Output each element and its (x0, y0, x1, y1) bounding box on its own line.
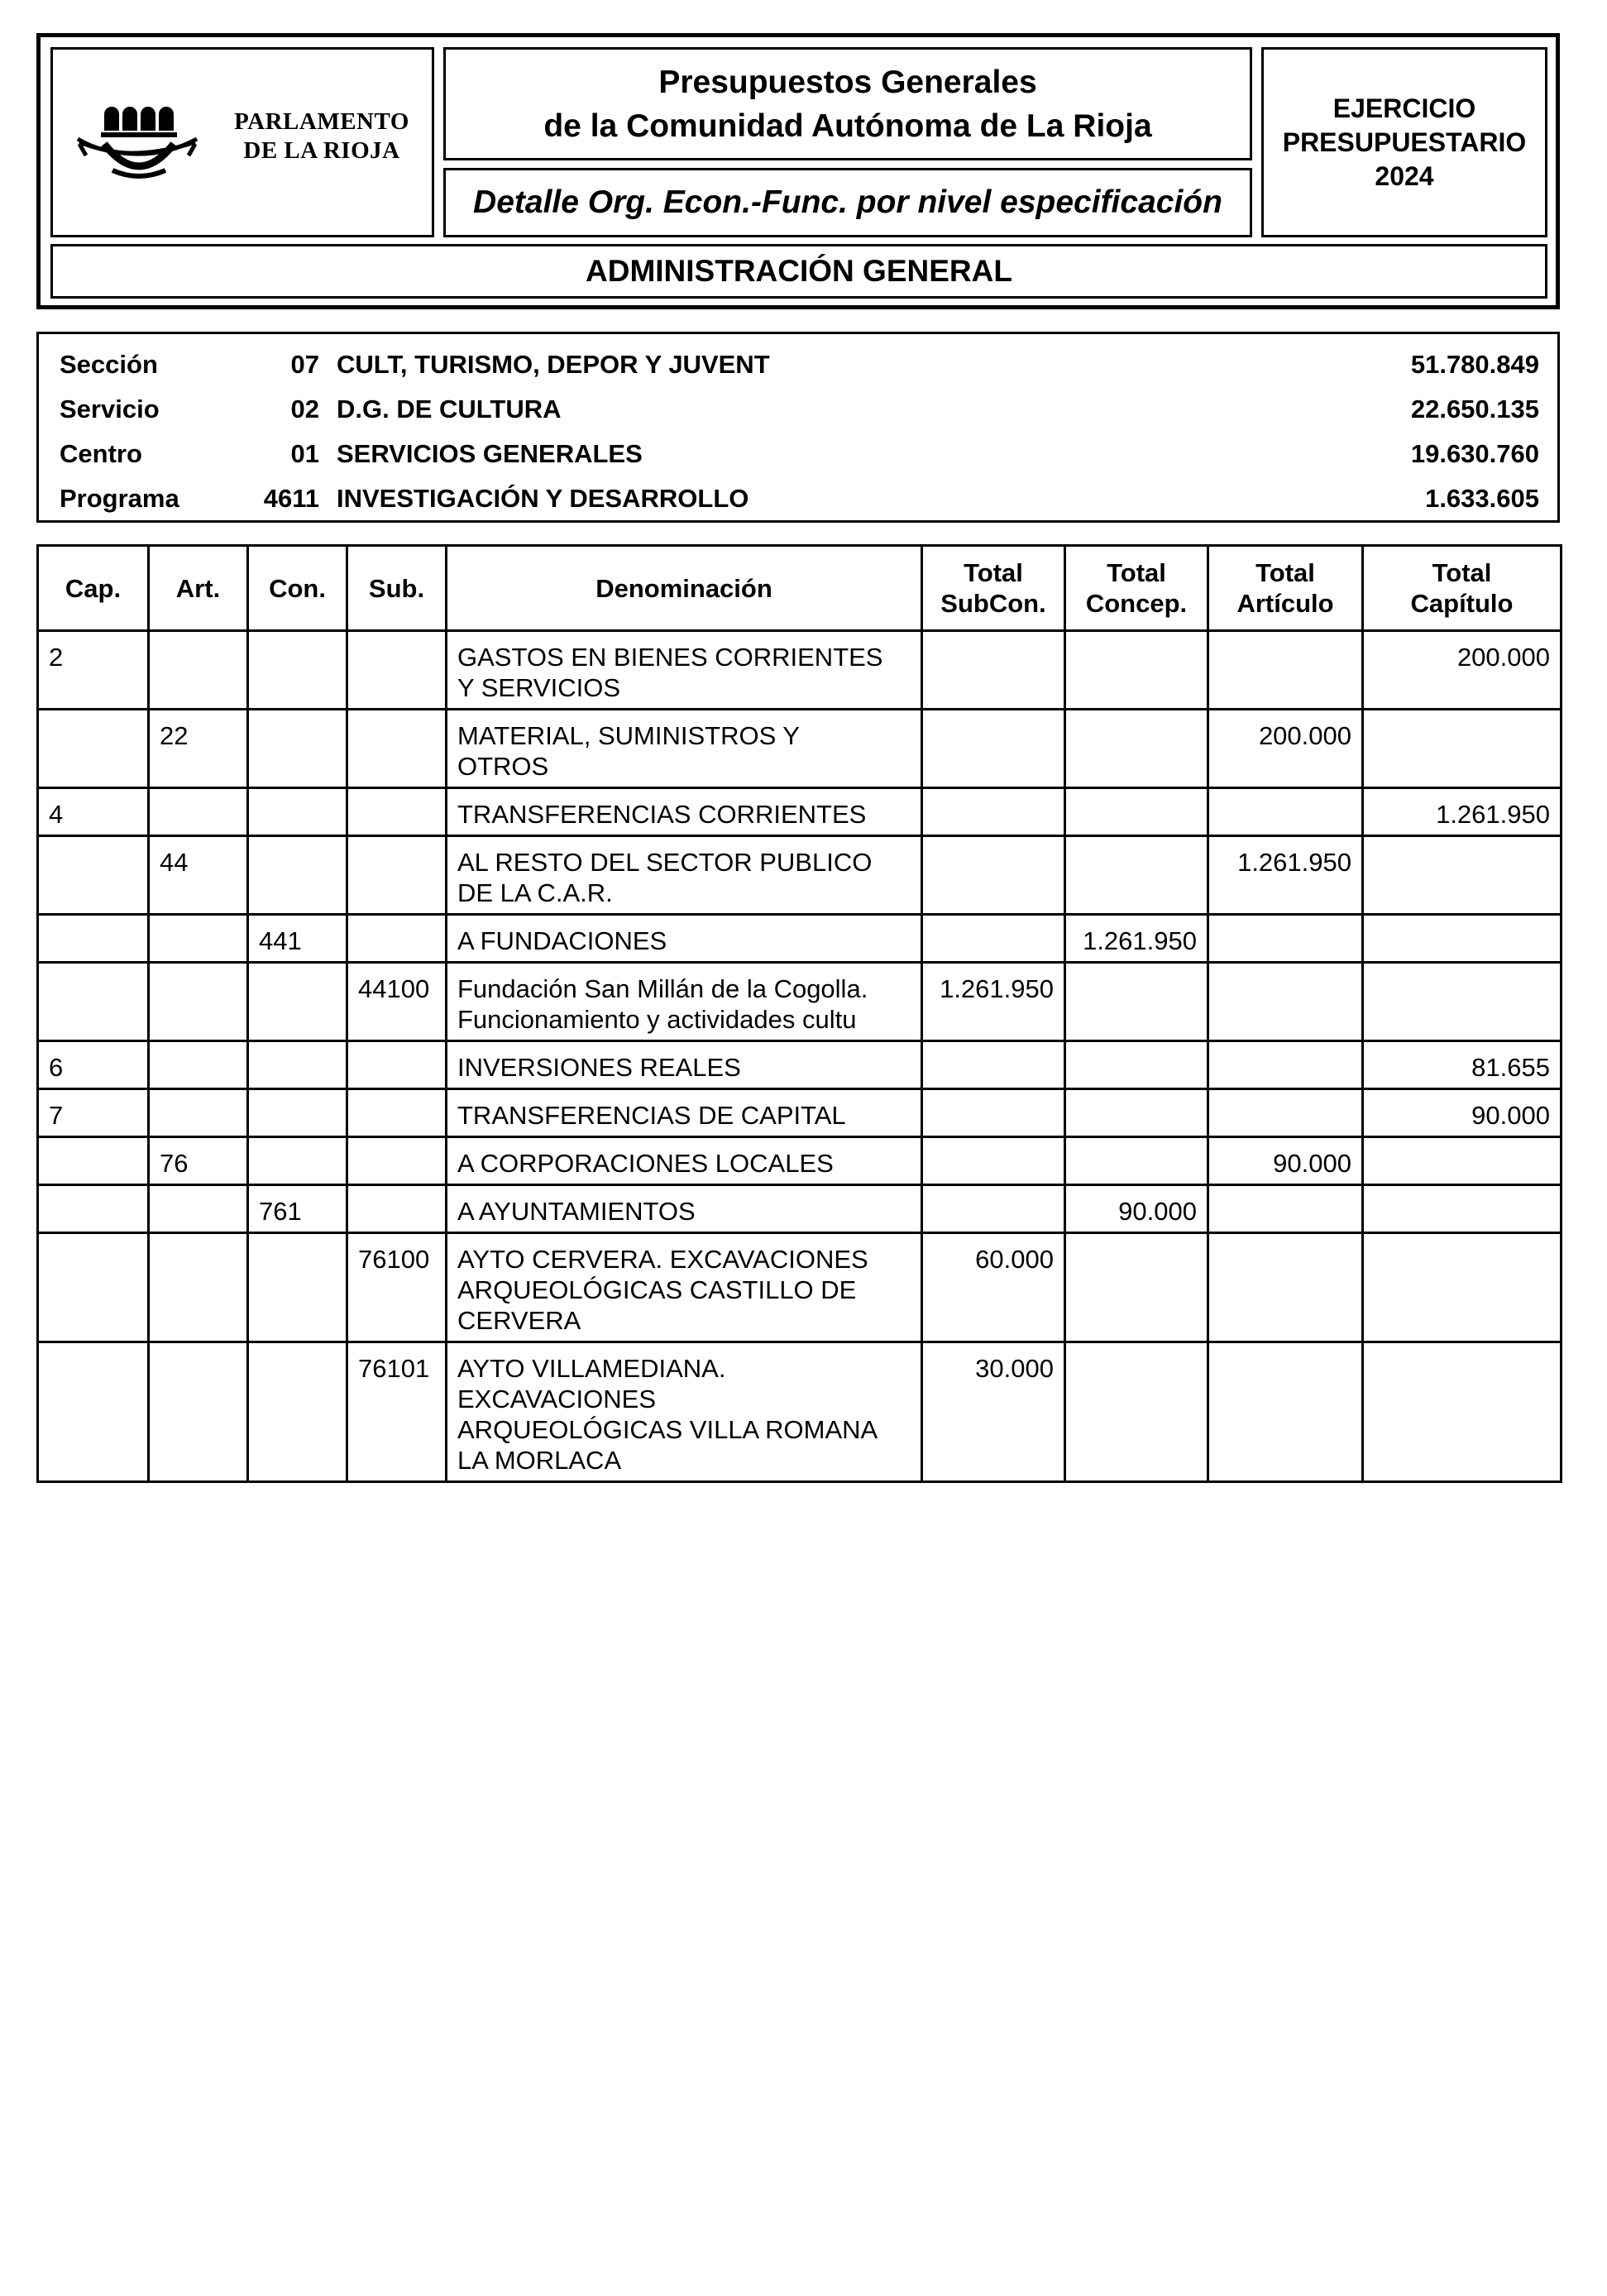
cell-art (149, 1041, 248, 1089)
cell-art (149, 1233, 248, 1342)
table-body (38, 631, 1562, 1482)
logo-wordmark (218, 108, 425, 165)
org-amount: 1.633.605 (1425, 484, 1539, 513)
cell-total-articulo (1208, 788, 1363, 836)
cell-total-capitulo: 90.000 (1363, 1089, 1562, 1137)
cell-sub (347, 1185, 447, 1233)
col-total-concep (1065, 546, 1208, 631)
cell-total-subcon (922, 1089, 1065, 1137)
col-sub: Sub. (347, 546, 447, 631)
denominacion-line: ARQUEOLÓGICAS VILLA ROMANA (457, 1415, 878, 1444)
org-label: Servicio (60, 395, 160, 423)
table-header (38, 546, 1562, 631)
cell-total-capitulo (1363, 1233, 1562, 1342)
cell-total-concep (1065, 1041, 1208, 1089)
denominacion-line: DE LA C.A.R. (457, 878, 613, 907)
cell-denominacion (447, 915, 922, 963)
cell-total-concep (1065, 1233, 1208, 1342)
cell-art (149, 1342, 248, 1482)
org-amount: 51.780.849 (1410, 350, 1539, 379)
header-line: Total (1107, 558, 1166, 587)
col-total-capitulo (1363, 546, 1562, 631)
cell-art (149, 915, 248, 963)
header-line: Total (964, 558, 1023, 587)
cell-total-concep (1065, 631, 1208, 710)
cell-total-concep (1065, 836, 1208, 915)
cell-total-subcon (922, 915, 1065, 963)
cell-art: 44 (149, 836, 248, 915)
cell-art (149, 631, 248, 710)
cell-total-concep (1065, 1137, 1208, 1185)
budget-table (36, 544, 1562, 1483)
ejercicio-line-1: EJERCICIO (1332, 93, 1476, 123)
cell-total-articulo (1208, 963, 1363, 1041)
cell-total-subcon: 30.000 (922, 1342, 1065, 1482)
col-total-articulo (1208, 546, 1363, 631)
table-row (38, 1089, 1562, 1137)
cell-total-concep (1065, 710, 1208, 788)
header-line: Concep. (1085, 589, 1188, 618)
cell-con (248, 788, 347, 836)
cell-con (248, 710, 347, 788)
cell-denominacion (447, 710, 922, 788)
title-line-2: de la Comunidad Autónoma de La Rioja (543, 108, 1152, 144)
subtitle-box (443, 168, 1252, 237)
cell-sub (347, 710, 447, 788)
ejercicio-box (1261, 47, 1547, 237)
denominacion-line: EXCAVACIONES (457, 1385, 657, 1413)
cell-total-articulo (1208, 1089, 1363, 1137)
cell-sub (347, 788, 447, 836)
cell-total-concep: 1.261.950 (1065, 915, 1208, 963)
denominacion-line: A FUNDACIONES (457, 926, 667, 955)
cell-total-capitulo (1363, 915, 1562, 963)
cell-total-articulo (1208, 915, 1363, 963)
cell-cap (38, 963, 149, 1041)
admin-title: ADMINISTRACIÓN GENERAL (586, 254, 1012, 288)
cell-total-subcon (922, 1137, 1065, 1185)
denominacion-line: Funcionamiento y actividades cultu (457, 1005, 857, 1034)
ejercicio-line-2: PRESUPUESTARIO (1282, 127, 1527, 157)
table-row (38, 915, 1562, 963)
col-art: Art. (149, 546, 248, 631)
cell-total-articulo (1208, 1041, 1363, 1089)
cell-con: 761 (248, 1185, 347, 1233)
org-name: INVESTIGACIÓN Y DESARROLLO (337, 484, 749, 513)
cell-denominacion (447, 1137, 922, 1185)
cell-total-articulo: 200.000 (1208, 710, 1363, 788)
table-row (38, 1233, 1562, 1342)
logo-line-2: DE LA RIOJA (243, 137, 400, 164)
cell-con (248, 1041, 347, 1089)
denominacion-line: A CORPORACIONES LOCALES (457, 1149, 834, 1178)
org-code: 02 (290, 395, 319, 423)
cell-total-subcon (922, 1041, 1065, 1089)
cell-total-subcon (922, 710, 1065, 788)
denominacion-line: LA MORLACA (457, 1446, 622, 1475)
org-row-seccion (39, 342, 1557, 387)
denominacion-line: Y SERVICIOS (457, 673, 620, 702)
table-row (38, 1137, 1562, 1185)
cell-cap: 4 (38, 788, 149, 836)
cell-sub (347, 915, 447, 963)
cell-cap (38, 1185, 149, 1233)
cell-total-capitulo: 200.000 (1363, 631, 1562, 710)
cell-total-capitulo: 81.655 (1363, 1041, 1562, 1089)
org-code: 01 (290, 439, 319, 468)
cell-cap (38, 710, 149, 788)
cell-cap (38, 1137, 149, 1185)
cell-total-capitulo (1363, 1342, 1562, 1482)
cell-con (248, 963, 347, 1041)
org-label: Sección (60, 350, 158, 379)
cell-total-articulo (1208, 631, 1363, 710)
denominacion-line: GASTOS EN BIENES CORRIENTES (457, 643, 883, 672)
cell-total-concep (1065, 963, 1208, 1041)
cell-sub (347, 1089, 447, 1137)
cell-art (149, 1089, 248, 1137)
cell-cap: 2 (38, 631, 149, 710)
table-row (38, 1342, 1562, 1482)
org-name: SERVICIOS GENERALES (337, 439, 643, 468)
cell-sub (347, 1041, 447, 1089)
admin-box (50, 244, 1547, 299)
cell-total-capitulo (1363, 1137, 1562, 1185)
title-line-1: Presupuestos Generales (658, 64, 1037, 100)
cell-cap (38, 915, 149, 963)
header-line: Total (1255, 558, 1315, 587)
col-denominacion: Denominación (447, 546, 922, 631)
cell-total-articulo: 1.261.950 (1208, 836, 1363, 915)
header-line: Total (1432, 558, 1492, 587)
org-name: D.G. DE CULTURA (337, 395, 562, 423)
denominacion-line: AYTO VILLAMEDIANA. (457, 1354, 726, 1383)
table-row (38, 963, 1562, 1041)
ejercicio-year: 2024 (1375, 160, 1434, 191)
cell-con (248, 1137, 347, 1185)
org-summary (36, 332, 1560, 523)
logo-box (50, 47, 434, 237)
table-row (38, 836, 1562, 915)
cell-total-articulo (1208, 1342, 1363, 1482)
org-label: Programa (60, 484, 179, 513)
org-row-centro (39, 432, 1557, 476)
denominacion-line: ARQUEOLÓGICAS CASTILLO DE (457, 1275, 857, 1304)
col-total-subcon (922, 546, 1065, 631)
cell-total-subcon: 60.000 (922, 1233, 1065, 1342)
cell-art: 76 (149, 1137, 248, 1185)
denominacion-line: A AYUNTAMIENTOS (457, 1197, 696, 1226)
cell-total-capitulo (1363, 963, 1562, 1041)
org-amount: 22.650.135 (1410, 395, 1539, 423)
cell-total-concep (1065, 788, 1208, 836)
cell-cap: 7 (38, 1089, 149, 1137)
denominacion-line: TRANSFERENCIAS DE CAPITAL (457, 1101, 846, 1130)
cell-cap (38, 1233, 149, 1342)
table-row (38, 788, 1562, 836)
cell-denominacion (447, 1089, 922, 1137)
cell-total-subcon (922, 1185, 1065, 1233)
cell-total-articulo: 90.000 (1208, 1137, 1363, 1185)
header-line: Artículo (1236, 589, 1334, 618)
cell-denominacion (447, 836, 922, 915)
header-line: SubCon. (940, 589, 1046, 618)
cell-total-subcon (922, 631, 1065, 710)
denominacion-line: AYTO CERVERA. EXCAVACIONES (457, 1245, 868, 1274)
table-row (38, 1185, 1562, 1233)
org-code: 4611 (263, 484, 319, 513)
cell-denominacion (447, 788, 922, 836)
cell-total-concep (1065, 1342, 1208, 1482)
parliament-logo-icon (71, 91, 203, 190)
subtitle: Detalle Org. Econ.-Func. por nivel especificación (473, 184, 1222, 220)
denominacion-line: TRANSFERENCIAS CORRIENTES (457, 800, 867, 829)
header-line: Capítulo (1410, 589, 1514, 618)
cell-denominacion (447, 963, 922, 1041)
cell-sub (347, 1137, 447, 1185)
table-row (38, 631, 1562, 710)
denominacion-line: MATERIAL, SUMINISTROS Y (457, 721, 800, 750)
cell-total-articulo (1208, 1233, 1363, 1342)
cell-con (248, 1089, 347, 1137)
cell-art (149, 1185, 248, 1233)
cell-con: 441 (248, 915, 347, 963)
cell-total-concep (1065, 1089, 1208, 1137)
cell-cap: 6 (38, 1041, 149, 1089)
cell-sub: 76101 (347, 1342, 447, 1482)
denominacion-line: OTROS (457, 752, 549, 781)
org-code: 07 (290, 350, 319, 379)
cell-art (149, 788, 248, 836)
cell-denominacion (447, 1041, 922, 1089)
denominacion-line: AL RESTO DEL SECTOR PUBLICO (457, 848, 873, 877)
title-box (443, 47, 1252, 160)
org-name: CULT, TURISMO, DEPOR Y JUVENT (337, 350, 770, 379)
org-amount: 19.630.760 (1410, 439, 1539, 468)
cell-con (248, 836, 347, 915)
cell-cap (38, 836, 149, 915)
cell-con (248, 1233, 347, 1342)
cell-cap (38, 1342, 149, 1482)
cell-total-concep: 90.000 (1065, 1185, 1208, 1233)
logo-line-1: PARLAMENTO (234, 108, 409, 135)
denominacion-line: CERVERA (457, 1306, 581, 1335)
denominacion-line: INVERSIONES REALES (457, 1053, 741, 1082)
cell-total-articulo (1208, 1185, 1363, 1233)
document-header (36, 33, 1560, 309)
cell-sub: 44100 (347, 963, 447, 1041)
org-row-programa (39, 476, 1557, 521)
org-row-servicio (39, 387, 1557, 432)
denominacion-line: Fundación San Millán de la Cogolla. (457, 974, 868, 1003)
cell-denominacion (447, 1185, 922, 1233)
cell-art: 22 (149, 710, 248, 788)
cell-con (248, 631, 347, 710)
col-con: Con. (248, 546, 347, 631)
cell-total-capitulo (1363, 710, 1562, 788)
cell-total-capitulo: 1.261.950 (1363, 788, 1562, 836)
cell-sub: 76100 (347, 1233, 447, 1342)
cell-con (248, 1342, 347, 1482)
cell-denominacion (447, 1342, 922, 1482)
cell-denominacion (447, 1233, 922, 1342)
cell-art (149, 963, 248, 1041)
table-row (38, 710, 1562, 788)
cell-total-capitulo (1363, 836, 1562, 915)
cell-total-capitulo (1363, 1185, 1562, 1233)
cell-total-subcon (922, 788, 1065, 836)
org-label: Centro (60, 439, 142, 468)
col-cap: Cap. (38, 546, 149, 631)
cell-sub (347, 836, 447, 915)
cell-sub (347, 631, 447, 710)
cell-total-subcon: 1.261.950 (922, 963, 1065, 1041)
cell-denominacion (447, 631, 922, 710)
cell-total-subcon (922, 836, 1065, 915)
table-row (38, 1041, 1562, 1089)
